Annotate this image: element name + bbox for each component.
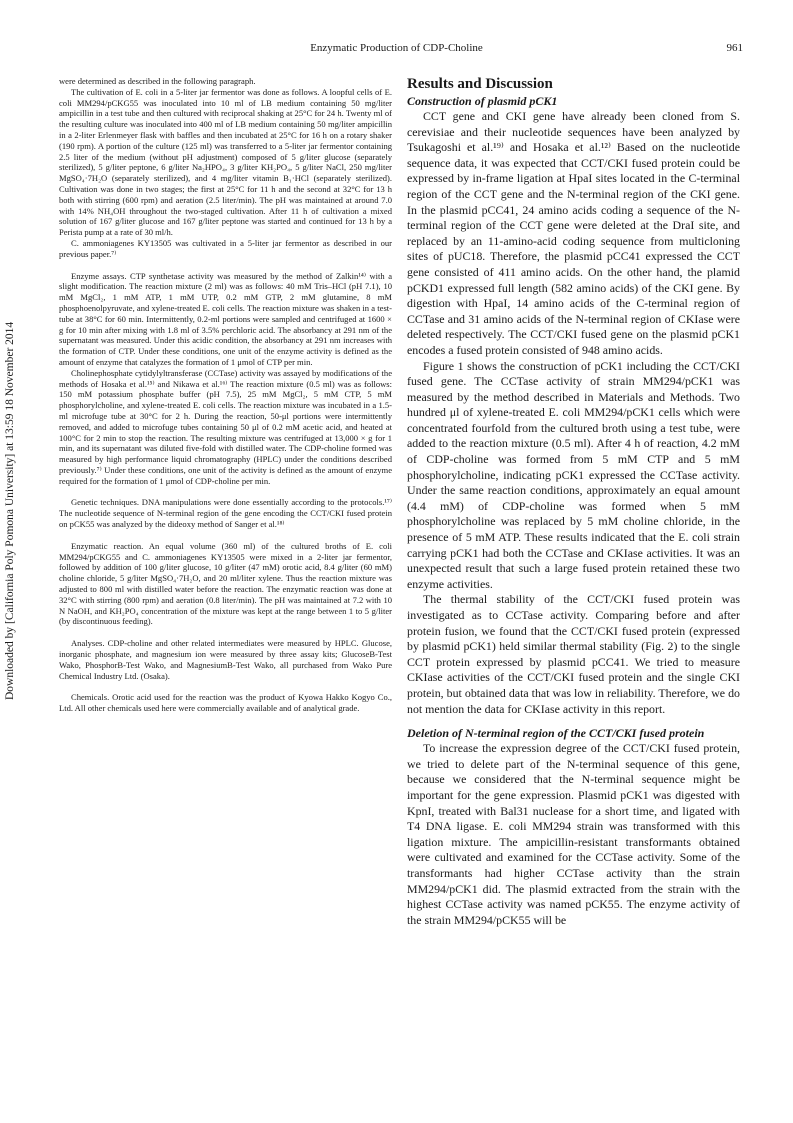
paragraph: CCT gene and CKI gene have already been cloned from S. cerevisiae and their nucleotide sequences have been analyzed by Tsukagoshi et al.¹⁹⁾ and Hosaka et al.¹²⁾ Based on the nucleotide sequence data, it was expected that CCT/CKI fused protein could be expressed by in-frame ligation at HpaI sites located in the C-terminal region of the CCT gene and the N-terminal region of the CKI gene. In the plasmid pCC41, 24 amino acids coding a sequence of the N-terminal region of the CCT gene were deleted at the DraI site, and replaced by an 11-amino-acid coding sequence from multicloning sites of pUC18. Therefore, the plasmid pCC41 expressed the CCT gene consisted of 411 amino acids. On the other hand, the plamid pCKD1 expressed full length (582 amino acids) of the CKI gene. By digestion with HpaI, 14 amino acids of the C-terminal region of CCTase and 31 amino acids of the N-terminal region of CKIase were deleted respectively. The CCT/CKI fused gene on the plasmid pCK1 encodes a fused protein consisted of 948 amino acids. [407,109,740,357]
running-title: Enzymatic Production of CDP-Choline [310,42,483,54]
paragraph: Figure 1 shows the construction of pCK1 including the CCT/CKI fused gene. The CCTase activity of strain MM294/pCK1 was measured by the method described in Materials and Methods. Two hundred μl of xylene-treated E. coli MM294/pCK1 cells which were concentrated fourfold from the cultured broth using a test tube, were added to the reaction mixture (0.5 ml). After 4 h of reaction, 4.2 mM of CDP-choline was formed from 5 mM CTP and 5 mM phosphorylcholine, indicating pCK1 expressed the CCTase activity. Under the same reaction conditions, approximately an equal amount (4.4 mM) of CDP-choline was formed when 5 mM phosphorylcholine was replaced by 5 mM choline chloride, in the presence of 5 mM ATP. These results indicated that the E. coli strain carrying pCK1 had both the CCTase and CKIase activities. It was an unexpected result that such a large fused protein retained these two enzyme activities. [407,358,740,591]
page-number: 961 [726,42,743,54]
paragraph: C. ammoniagenes KY13505 was cultivated in a 5-liter jar fermentor as described in our previous paper.⁷⁾ [59,237,392,259]
right-column [407,76,740,928]
section-title: Results and Discussion [407,76,553,92]
paragraph-analyses: Analyses. CDP-choline and other related intermediates were measured by HPLC. Glucose, inorganic phosphate, and magnesium ion were measured by three assay kits; GlucoseB-Test Wako, PhosphorB-Test Wako, and MagnesiumB-Test Wako, all purchased from Wako Pure Chemical Industry Ltd. (Osaka). [59,638,392,681]
paragraph: The thermal stability of the CCT/CKI fused protein was investigated as to CCTase activity. Comparing before and after protein fusion, we found that the CCT/CKI fused protein (expressed by plasmid pCK1) held similar thermal stability (Fig. 2) to the single CCT protein expressed by plasmid pCC41. We tried to measure CKIase activities of the CCT/CKI fused protein and the single CKI protein, but obtained data that was low in reliability. Therefore, we do not mention the data for CKIase activity in this report. [407,592,740,716]
paragraph: The cultivation of E. coli in a 5-liter jar fermentor was done as follows. A loopful cells of E. coli MM294/pCKG55 was inoculated into 10 ml of LB medium containing 50 mg/liter ampicillin in a test tube and then cultured with reciprocal shaking at 25°C for 24 h. Twenty ml of the resulting culture was inoculated into 400 ml of LB medium containing 50 mg/liter ampicillin in a 2-liter Erlenmeyer flask with baffles and then incubated at 25°C for 16 h on a rotary shaker (190 rpm). A portion of the culture (125 ml) was transferred to a 5-liter jar fermentor containing 2.5 liter of the medium (without pH adjustment) composed of 5 g/liter glucose (separately sterilized), 5 g/liter peptone, 6 g/liter Na₂HPO₄, 3 g/liter KH₂PO₄, 5 g/liter NaCl, 250 mg/liter MgSO₄·7H₂O (separately sterilized), and 4 mg/liter vitamin B₁·HCl (separately sterilized). Cultivation was done in two stages; the first at 25°C for 11 h and the second at 32°C for 13 h both with stirring (600 rpm) and aeration (2.5 liter/min). The pH was maintained at around 7.0 with 14% NH₄OH throughout the two-staged cultivation. After 11 h of cultivation a mixed solution of 167 g/liter glucose and 167 g/liter peptone was started and continued for 13 h by a Perista pump at a rate of 30 ml/h. [59,86,392,238]
paragraph-genetic-techniques: Genetic techniques. DNA manipulations were done essentially according to the protocols.¹⁷⁾ The nucleotide sequence of N-terminal region of the gene encoding the CCT/CKI fused protein on pCK55 was analyzed by the dideoxy method of Sanger et al.¹⁸⁾ [59,497,392,530]
paragraph: To increase the expression degree of the CCT/CKI fused protein, we tried to delete part of the N-terminal sequence of this gene, because we considered that the N-terminal sequence might be important for the gene expression. Plasmid pCK1 was digested with KpnI, treated with Bal31 nuclease for a short time, and ligated with T4 DNA ligase. E. coli MM294 strain was transformed with this ligation mixture. The ampicillin-resistant transformants obtained were cultivated and examined for the CCTase activity. Some of the transformants had higher CCTase activity than the strain MM294/pCK1 did. The plasmid extracted from the strain with the highest CCTase activity was named pCK55. The enzyme activity of the strain MM294/pCK55 will be [407,741,740,927]
left-column [59,76,392,714]
paragraph-chemicals: Chemicals. Orotic acid used for the reaction was the product of Kyowa Hakko Kogyo Co., Ltd. All other chemicals used here were commercially available and of analytical grade. [59,692,392,714]
subsection-title: Construction of plasmid pCK1 [407,94,558,108]
paragraph-enzymatic-reaction: Enzymatic reaction. An equal volume (360 ml) of the cultured broths of E. coli MM294/pCKG55 and C. ammoniagenes KY13505 were mixed in a 2-liter jar fermentor, followed by addition of 100 g/liter glucose, 10 g/liter (47 mM) orotic acid, 8.4 g/liter (60 mM) choline chloride, 5 g/liter MgSO₄·7H₂O, and 20 ml/liter xylene. Thus the reaction mixture was adjusted to 800 ml with distilled water before the reaction. The enzymatic reaction was done at 32°C with stirring (800 rpm) and aeration (0.8 liter/min). The pH was maintained at 7.2 with 10 N NaOH, and KH₂PO₄ concentration of the mixture was kept at the range between 1 to 5 g/liter (by discontinuous feeding). [59,540,392,627]
subsection-title: Deletion of N-terminal region of the CCT/CKI fused protein [407,726,705,741]
download-watermark: Downloaded by [California Poly Pomona University] at 13:59 18 November 2014 [4,321,16,700]
page-header [0,42,793,58]
paragraph-enzyme-assays: Enzyme assays. CTP synthetase activity was measured by the method of Zalkin¹⁴⁾ with a slight modification. The reaction mixture (2 ml) was as follows: 40 mM Tris–HCl (pH 7.1), 10 mM MgCl₂, 1 mM ATP, 1 mM UTP, 0.2 mM GTP, 2 mM glutamine, 8 mM phosphoenolpyruvate, and xylene-treated E. coli cells. The reaction mixture was shaken in a test-tube at 38°C for 60 min. Intermittently, 0.2-ml portions were sampled and centrifuged at 1600 × g for 10 min after mixing with 1.8 ml of 3.5% perchloric acid. The absorbancy at 291 nm of the supernatant was measured. Under this acidic condition, the absorbancy at 291 nm increases with the formation of CTP. Under these conditions, one unit of the enzyme activity is defined as the amount of enzyme that catalyzes the formation of 1 μmol of CTP per min. [59,270,392,367]
paragraph: Cholinephosphate cytidylyltransferase (CCTase) activity was assayed by modifications of the methods of Hosaka et al.¹⁵⁾ and Nikawa et al.¹⁶⁾ The reaction mixture (0.5 ml) was as follows: 150 mM potassium phosphate buffer (pH 7.5), 25 mM MgCl₂, 5 mM CTP, 5 mM phosphorylcholine, and xylene-treated E. coli cells. The reaction mixture was incubated in a 1.5-ml microfuge tube at 30°C for 2 h. During the reaction, 50-μl portions were intermittently removed, and added to microfuge tubes containing 50 μl of 0.2 mM acetic acid, and heated at 100°C for 2 min to stop the reaction. The resulting mixture was centrifuged at 13,000 × g for 1 min, and its supernatant was diluted five-fold with distilled water. The CDP-choline formed was measured by high performance liquid chromatography (HPLC) under the conditions described previously.⁷⁾ Under these conditions, one unit of the activity is defined as the amount of enzyme required for the formation of 1 μmol of CDP-choline per min. [59,367,392,486]
paragraph: were determined as described in the following paragraph. [59,76,256,86]
